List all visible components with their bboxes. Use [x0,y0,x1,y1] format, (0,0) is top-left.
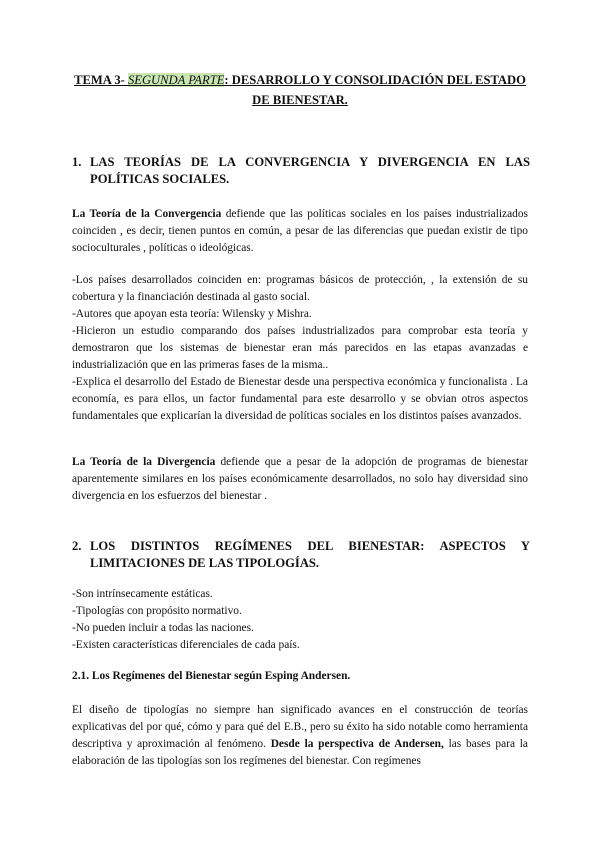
andersen-text-2: las bases para la elaboración de las tipologías son los regímenes del bienestar. Con regímenes [72,738,528,767]
section-1-heading [72,154,530,188]
title-suffix: : DESARROLLO Y CONSOLIDACIÓN DEL ESTADO [224,73,526,87]
bullet-list-2 [72,586,528,654]
bullet-1-0: -Los países desarrollados coinciden en: programas básicos de protección, , la extensión de su cobertura y la financiación destinada al gasto social. [72,274,528,303]
bullet-2-0: -Son intrínsecamente estáticas. [72,588,213,600]
divergencia-paragraph [72,454,528,505]
convergencia-paragraph [72,206,528,257]
bullet-2-3: -Existen características diferenciales de cada país. [72,639,300,651]
section-1-title: LAS TEORÍAS DE LA CONVERGENCIA Y DIVERGENCIA EN LAS POLÍTICAS SOCIALES. [90,155,530,186]
divergencia-term: La Teoría de la Divergencia [72,456,216,468]
title-line2: DE BIENESTAR. [252,93,348,107]
section-2-number: 2. [72,539,82,553]
section-2-heading [72,538,530,572]
bullet-1-1: -Autores que apoyan esta teoría: Wilensky y Mishra. [72,308,312,320]
convergencia-term: La Teoría de la Convergencia [72,208,222,220]
divergencia-text: defiende que a pesar de la adopción de programas de bienestar aparentemente similares en los países económicamente desarrollados, no solo hay diversidad sino divergencia en los esfuerzos del bienestar . [72,456,528,502]
document-title [72,70,528,110]
title-highlight: SEGUNDA PARTE [127,73,225,87]
andersen-paragraph [72,702,528,770]
subsection-heading: 2.1. Los Regímenes del Bienestar según Esping Andersen. [72,670,351,682]
section-2-title: LOS DISTINTOS REGÍMENES DEL BIENESTAR: ASPECTOS Y LIMITACIONES DE LAS TIPOLOGÍAS. [90,539,530,570]
andersen-bold: Desde la perspectiva de Andersen, [270,738,444,750]
bullet-2-2: -No pueden incluir a todas las naciones. [72,622,254,634]
andersen-text-1: El diseño de tipologías no siempre han significado avances en el construcción de teorías explicativas del por qué, cómo y para qué del E.B., pero su éxito ha sido notable como herramienta descriptiva y aproximación al fenómeno. [72,704,528,750]
bullet-list-1 [72,272,528,425]
bullet-2-1: -Tipologías con propósito normativo. [72,605,242,617]
bullet-1-3: -Explica el desarrollo del Estado de Bienestar desde una perspectiva económica y funcionalista . La economía, es para ellos, un factor fundamental para este desarrollo y se obvian otros aspectos fundamentales que explicarían la diversidad de políticas sociales en los distintos países avanzados. [72,376,528,422]
section-1-number: 1. [72,155,82,169]
title-prefix: TEMA 3- [74,73,128,87]
convergencia-text: defiende que las políticas sociales en los países industrializados coinciden , es decir, tienen puntos en común, a pesar de las diferencias que puedan existir de tipo socioculturales , políticas o ideológicas. [72,208,528,254]
bullet-1-2: -Hicieron un estudio comparando dos países industrializados para comprobar esta teoría y demostraron que los sistemas de bienestar eran más parecidos en las etapas avanzadas e industrialización que en las primeras fases de la misma.. [72,325,528,371]
